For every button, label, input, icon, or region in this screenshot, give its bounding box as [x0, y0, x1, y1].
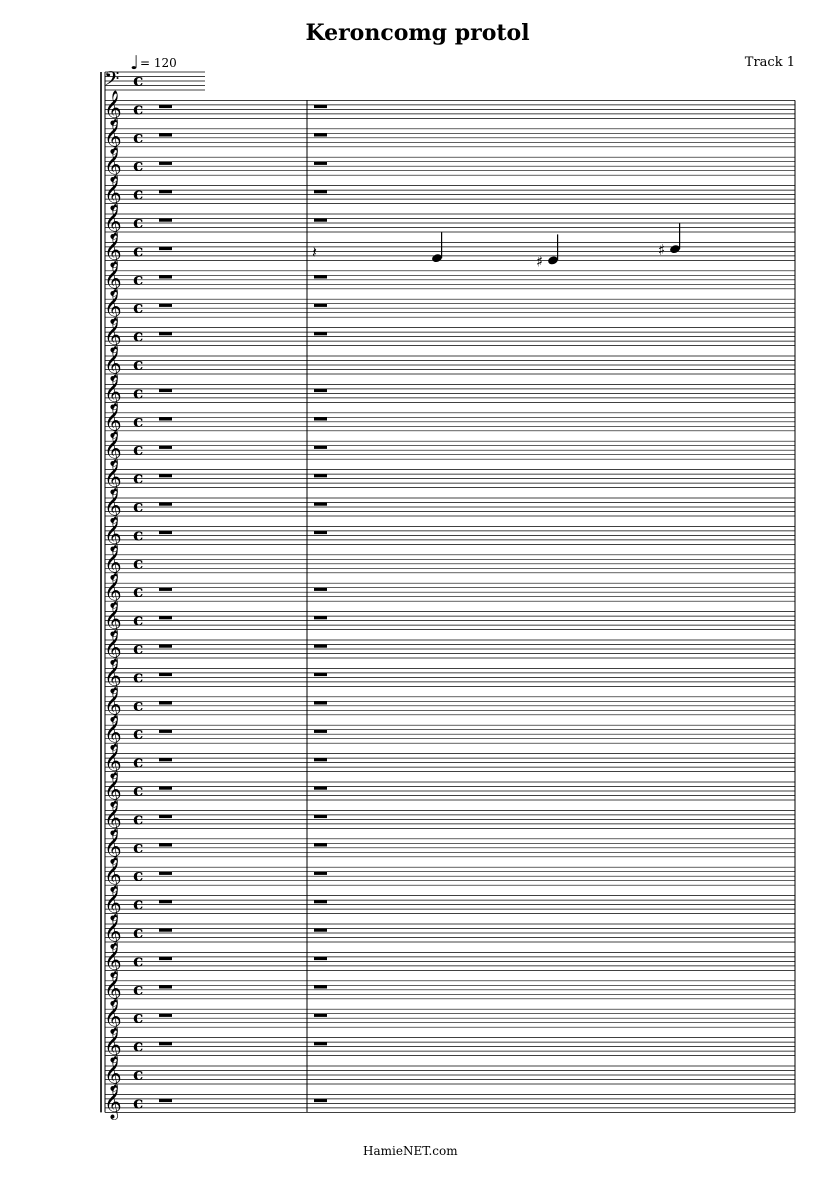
- whole-rest: [314, 929, 327, 932]
- whole-rest: [159, 787, 172, 790]
- staff-system: [101, 67, 795, 1120]
- whole-rest: [159, 815, 172, 818]
- whole-rest: [159, 957, 172, 960]
- time-signature: c: [133, 1008, 144, 1029]
- whole-rest: [314, 588, 327, 591]
- time-signature: c: [133, 837, 144, 858]
- whole-rest: [159, 247, 172, 250]
- whole-rest: [314, 815, 327, 818]
- time-signature: c: [133, 951, 144, 972]
- whole-rest: [159, 616, 172, 619]
- treble-clef-icon: 𝄞: [104, 800, 122, 836]
- treble-clef-icon: 𝄞: [104, 686, 122, 722]
- whole-rest: [314, 730, 327, 733]
- whole-rest: [159, 758, 172, 761]
- treble-clef-icon: 𝄞: [104, 743, 122, 779]
- whole-rest: [314, 219, 327, 222]
- whole-rest: [314, 105, 327, 108]
- whole-rest: [314, 417, 327, 420]
- time-signature: c: [133, 1065, 144, 1085]
- time-signature: c: [133, 127, 144, 148]
- treble-clef-icon: 𝄞: [104, 516, 122, 552]
- time-signature: c: [133, 99, 144, 120]
- time-signature: c: [133, 923, 144, 943]
- treble-clef-icon: 𝄞: [104, 942, 122, 978]
- whole-rest: [159, 275, 172, 278]
- quarter-note-icon: ♩: [130, 52, 139, 74]
- whole-rest: [159, 588, 172, 591]
- whole-rest: [314, 503, 327, 506]
- whole-rest: [314, 843, 327, 846]
- whole-rest: [314, 133, 327, 136]
- time-signature: c: [133, 809, 144, 830]
- footer-credit: HamieNET.com: [363, 1144, 458, 1158]
- treble-clef-icon: 𝄞: [104, 402, 122, 438]
- whole-rest: [159, 304, 172, 307]
- treble-clef-icon: 𝄞: [104, 999, 122, 1035]
- treble-clef-icon: 𝄞: [104, 828, 122, 864]
- treble-clef-icon: 𝄞: [104, 175, 122, 211]
- time-signature: c: [133, 497, 144, 517]
- time-signature: c: [133, 241, 144, 262]
- time-signature: c: [133, 1093, 144, 1114]
- time-signature: c: [133, 553, 144, 574]
- whole-rest: [159, 843, 172, 846]
- time-signature: c: [133, 866, 144, 887]
- treble-clef-icon: 𝄞: [104, 118, 122, 154]
- sharp-icon: ♯: [658, 241, 666, 260]
- time-signature: c: [133, 355, 144, 375]
- treble-clef-icon: 𝄞: [104, 970, 122, 1006]
- whole-rest: [314, 645, 327, 648]
- treble-clef-icon: 𝄞: [104, 317, 122, 353]
- time-signature: c: [133, 979, 144, 1000]
- time-signature: c: [133, 213, 144, 233]
- page-title: Keroncomg protol: [305, 20, 530, 46]
- treble-clef-icon: 𝄞: [104, 204, 122, 239]
- time-signature: c: [133, 411, 144, 432]
- treble-clef-icon: 𝄞: [104, 260, 122, 296]
- time-signature: c: [133, 724, 144, 745]
- time-signature: c: [133, 610, 144, 631]
- whole-rest: [159, 332, 172, 335]
- whole-rest: [314, 673, 327, 676]
- treble-clef-icon: 𝄞: [104, 658, 122, 694]
- treble-clef-icon: 𝄞: [104, 1027, 122, 1063]
- whole-rest: [314, 275, 327, 278]
- treble-clef-icon: 𝄞: [104, 573, 122, 609]
- treble-clef-icon: 𝄞: [104, 431, 122, 467]
- time-signature: c: [133, 468, 144, 489]
- whole-rest: [314, 872, 327, 875]
- treble-clef-icon: 𝄞: [104, 914, 122, 949]
- whole-rest: [159, 645, 172, 648]
- treble-clef-icon: 𝄞: [104, 346, 122, 381]
- whole-rest: [159, 985, 172, 988]
- whole-rest: [159, 1099, 172, 1102]
- time-signature: c: [133, 582, 144, 603]
- whole-rest: [159, 531, 172, 534]
- treble-clef-icon: 𝄞: [104, 1056, 122, 1091]
- whole-rest: [314, 304, 327, 307]
- whole-rest: [314, 985, 327, 988]
- treble-clef-icon: 𝄞: [104, 885, 122, 921]
- whole-rest: [159, 730, 172, 733]
- treble-clef-icon: 𝄞: [104, 601, 122, 637]
- whole-rest: [159, 446, 172, 449]
- time-signature: c: [133, 184, 144, 205]
- whole-rest: [314, 787, 327, 790]
- treble-clef-icon: 𝄞: [104, 232, 122, 268]
- tempo-value: = 120: [139, 56, 177, 70]
- whole-rest: [314, 957, 327, 960]
- time-signature: c: [133, 667, 144, 688]
- treble-clef-icon: 𝄞: [104, 488, 122, 523]
- whole-rest: [314, 1042, 327, 1045]
- whole-rest: [159, 389, 172, 392]
- treble-clef-icon: 𝄞: [104, 90, 122, 126]
- treble-clef-icon: 𝄞: [104, 289, 122, 325]
- whole-rest: [314, 758, 327, 761]
- time-signature: c: [133, 383, 144, 404]
- time-signature: c: [133, 71, 144, 91]
- whole-rest: [159, 190, 172, 193]
- time-signature: c: [133, 298, 144, 319]
- whole-rest: [314, 1014, 327, 1017]
- whole-rest: [159, 105, 172, 108]
- whole-rest: [314, 1099, 327, 1102]
- whole-rest: [159, 929, 172, 932]
- treble-clef-icon: 𝄞: [104, 630, 122, 665]
- whole-rest: [159, 701, 172, 704]
- whole-rest: [159, 417, 172, 420]
- whole-rest: [314, 162, 327, 165]
- treble-clef-icon: 𝄞: [104, 544, 122, 580]
- whole-rest: [314, 701, 327, 704]
- sharp-icon: ♯: [536, 252, 544, 271]
- whole-rest: [159, 872, 172, 875]
- whole-rest: [314, 446, 327, 449]
- whole-rest: [159, 474, 172, 477]
- whole-rest: [314, 389, 327, 392]
- whole-rest: [159, 673, 172, 676]
- treble-clef-icon: 𝄞: [104, 147, 122, 183]
- time-signature: c: [133, 695, 144, 716]
- whole-rest: [314, 900, 327, 903]
- time-signature: c: [133, 440, 144, 461]
- whole-rest: [314, 332, 327, 335]
- whole-rest: [314, 190, 327, 193]
- time-signature: c: [133, 269, 144, 290]
- treble-clef-icon: 𝄞: [104, 857, 122, 893]
- treble-clef-icon: 𝄞: [104, 715, 122, 751]
- bass-clef-icon: 𝄢: [104, 67, 120, 95]
- time-signature: c: [133, 752, 144, 773]
- whole-rest: [159, 219, 172, 222]
- time-signature: c: [133, 639, 144, 659]
- quarter-rest: 𝄽: [312, 242, 317, 262]
- whole-rest: [314, 531, 327, 534]
- whole-rest: [159, 133, 172, 136]
- whole-rest: [159, 503, 172, 506]
- whole-rest: [159, 1042, 172, 1045]
- treble-clef-icon: 𝄞: [104, 1084, 122, 1120]
- whole-rest: [314, 616, 327, 619]
- treble-clef-icon: 𝄞: [104, 374, 122, 410]
- time-signature: c: [133, 894, 144, 915]
- whole-rest: [159, 162, 172, 165]
- whole-rest: [159, 1014, 172, 1017]
- track-label: Track 1: [744, 55, 795, 70]
- treble-clef-icon: 𝄞: [104, 772, 122, 807]
- treble-clef-icon: 𝄞: [104, 459, 122, 495]
- time-signature: c: [133, 525, 144, 546]
- whole-rest: [314, 474, 327, 477]
- whole-rest: [159, 900, 172, 903]
- time-signature: c: [133, 326, 144, 347]
- time-signature: c: [133, 156, 144, 177]
- time-signature: c: [133, 781, 144, 801]
- time-signature: c: [133, 1036, 144, 1057]
